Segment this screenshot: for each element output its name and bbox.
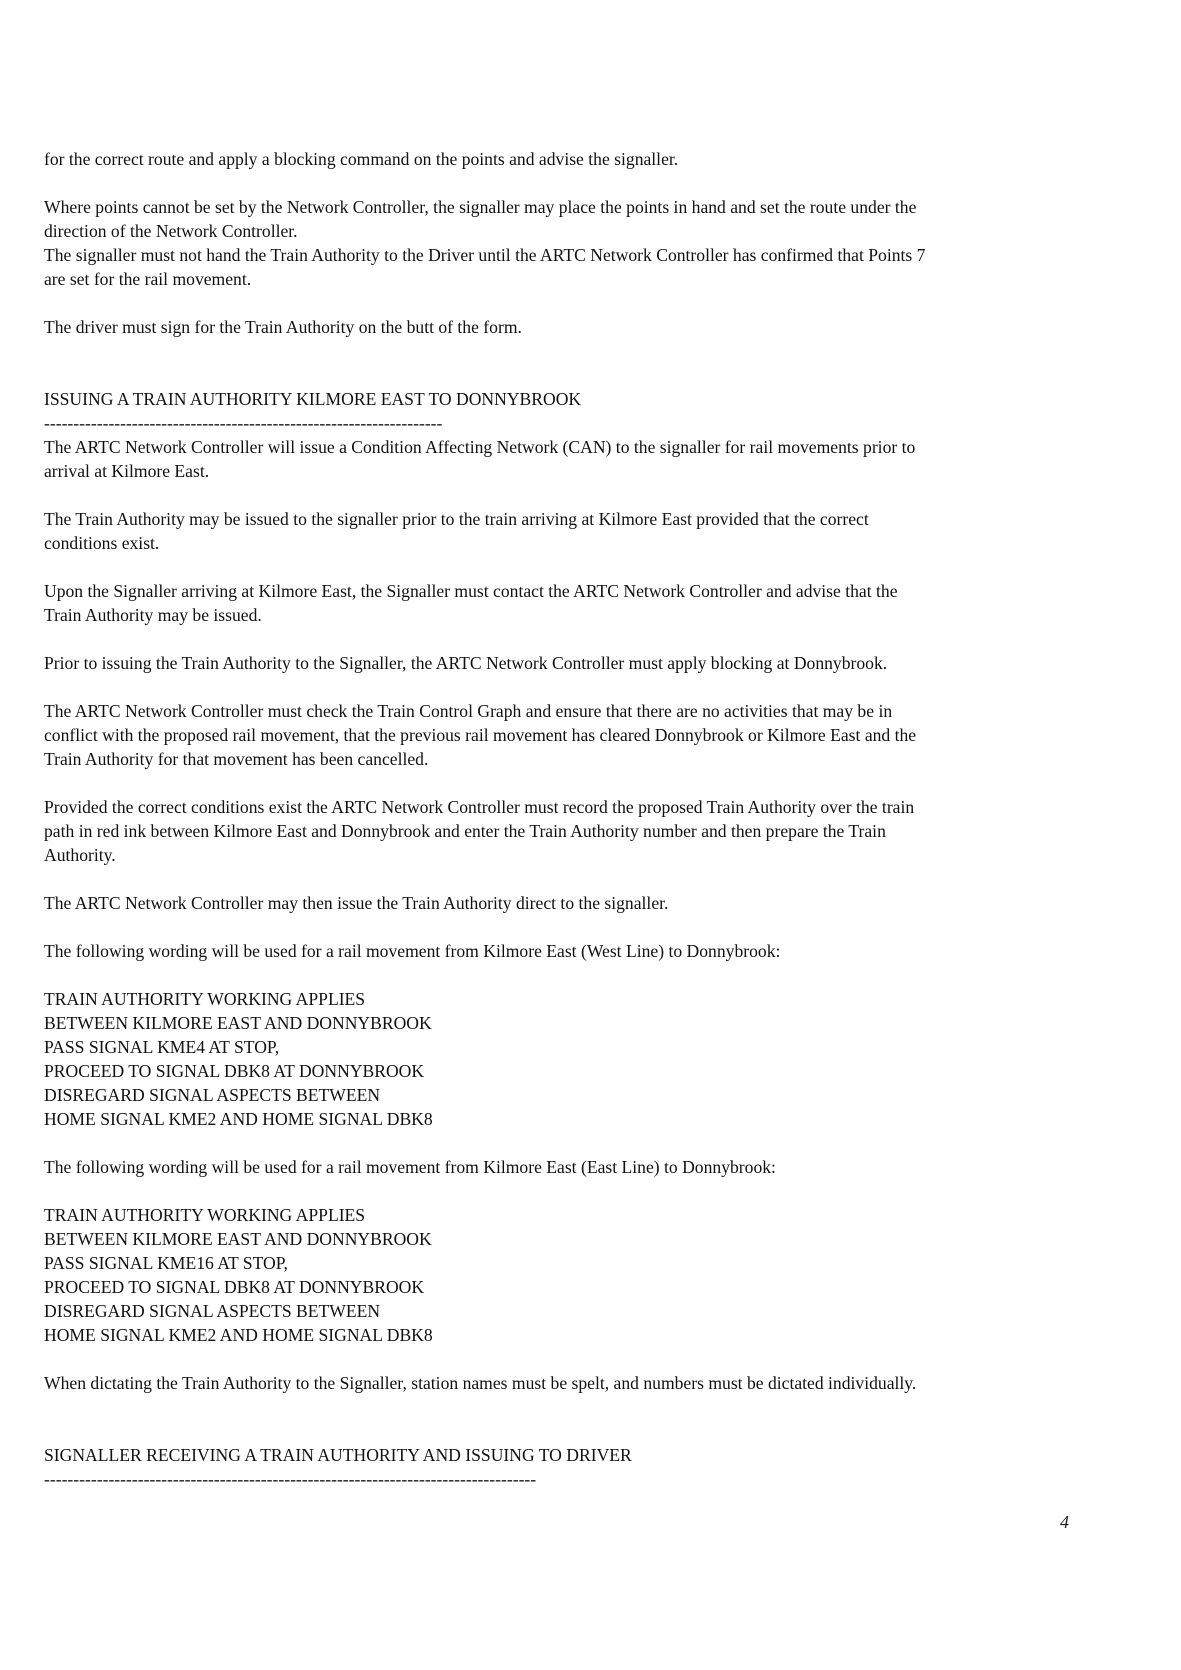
spacer: [44, 771, 1054, 795]
spacer: [44, 675, 1054, 699]
spacer: [44, 291, 1054, 315]
wording-line: DISREGARD SIGNAL ASPECTS BETWEEN: [44, 1085, 381, 1105]
spacer: [44, 915, 1054, 939]
spacer: [44, 555, 1054, 579]
paragraph: The Train Authority may be issued to the signaller prior to the train arriving at Kilmore East provided that the correct conditions exist.: [44, 509, 869, 553]
section-heading: SIGNALLER RECEIVING A TRAIN AUTHORITY AND ISSUING TO DRIVER: [44, 1445, 632, 1465]
spacer: [44, 867, 1054, 891]
spacer: [44, 627, 1054, 651]
wording-line: PASS SIGNAL KME16 AT STOP,: [44, 1253, 288, 1273]
paragraph: Provided the correct conditions exist the ARTC Network Controller must record the proposed Train Authority over the train path in red ink between Kilmore East and Donnybrook and enter the Train Authority number and then prepare the Train Authority.: [44, 797, 915, 865]
wording-line: DISREGARD SIGNAL ASPECTS BETWEEN: [44, 1301, 381, 1321]
wording-line: TRAIN AUTHORITY WORKING APPLIES: [44, 1205, 366, 1225]
paragraph: Prior to issuing the Train Authority to the Signaller, the ARTC Network Controller must apply blocking at Donnybrook.: [44, 653, 888, 673]
heading-underline: ------------------------------------------------------------------------------------: [44, 1469, 537, 1489]
page-number: 4: [1060, 1512, 1069, 1532]
train-authority-wording-east: [44, 1203, 1054, 1347]
spacer: [44, 1395, 1054, 1443]
paragraph: The following wording will be used for a rail movement from Kilmore East (East Line) to Donnybrook:: [44, 1157, 776, 1177]
wording-line: HOME SIGNAL KME2 AND HOME SIGNAL DBK8: [44, 1325, 433, 1345]
wording-line: PASS SIGNAL KME4 AT STOP,: [44, 1037, 280, 1057]
paragraph: When dictating the Train Authority to the Signaller, station names must be spelt, and numbers must be dictated individually.: [44, 1373, 917, 1393]
paragraph: for the correct route and apply a blocking command on the points and advise the signaller.: [44, 149, 679, 169]
train-authority-wording-west: [44, 987, 1054, 1131]
wording-line: BETWEEN KILMORE EAST AND DONNYBROOK: [44, 1013, 432, 1033]
paragraph: The ARTC Network Controller may then issue the Train Authority direct to the signaller.: [44, 893, 669, 913]
spacer: [44, 1131, 1054, 1155]
spacer: [44, 171, 1054, 195]
document-page: [44, 147, 1054, 1491]
wording-line: HOME SIGNAL KME2 AND HOME SIGNAL DBK8: [44, 1109, 433, 1129]
spacer: [44, 1347, 1054, 1371]
paragraph: The ARTC Network Controller will issue a Condition Affecting Network (CAN) to the signaller for rail movements prior to arrival at Kilmore East.: [44, 437, 916, 481]
wording-line: BETWEEN KILMORE EAST AND DONNYBROOK: [44, 1229, 432, 1249]
heading-underline: --------------------------------------------------------------------: [44, 413, 443, 433]
paragraph: The driver must sign for the Train Authority on the butt of the form.: [44, 317, 522, 337]
paragraph: The following wording will be used for a rail movement from Kilmore East (West Line) to Donnybrook:: [44, 941, 781, 961]
section-heading: ISSUING A TRAIN AUTHORITY KILMORE EAST TO DONNYBROOK: [44, 389, 582, 409]
wording-line: PROCEED TO SIGNAL DBK8 AT DONNYBROOK: [44, 1061, 425, 1081]
spacer: [44, 1179, 1054, 1203]
spacer: [44, 483, 1054, 507]
spacer: [44, 963, 1054, 987]
paragraph: Where points cannot be set by the Network Controller, the signaller may place the points in hand and set the route under the direction of the Network Controller.: [44, 197, 917, 241]
paragraph: The ARTC Network Controller must check the Train Control Graph and ensure that there are no activities that may be in conflict with the proposed rail movement, that the previous rail movement has cleared Donnybrook or Kilmore East and the Train Authority for that movement has been cancelled.: [44, 701, 917, 769]
wording-line: PROCEED TO SIGNAL DBK8 AT DONNYBROOK: [44, 1277, 425, 1297]
paragraph: Upon the Signaller arriving at Kilmore East, the Signaller must contact the ARTC Network Controller and advise that the Train Authority may be issued.: [44, 581, 898, 625]
wording-line: TRAIN AUTHORITY WORKING APPLIES: [44, 989, 366, 1009]
paragraph: The signaller must not hand the Train Authority to the Driver until the ARTC Network Controller has confirmed that Points 7 are set for the rail movement.: [44, 245, 926, 289]
spacer: [44, 339, 1054, 387]
